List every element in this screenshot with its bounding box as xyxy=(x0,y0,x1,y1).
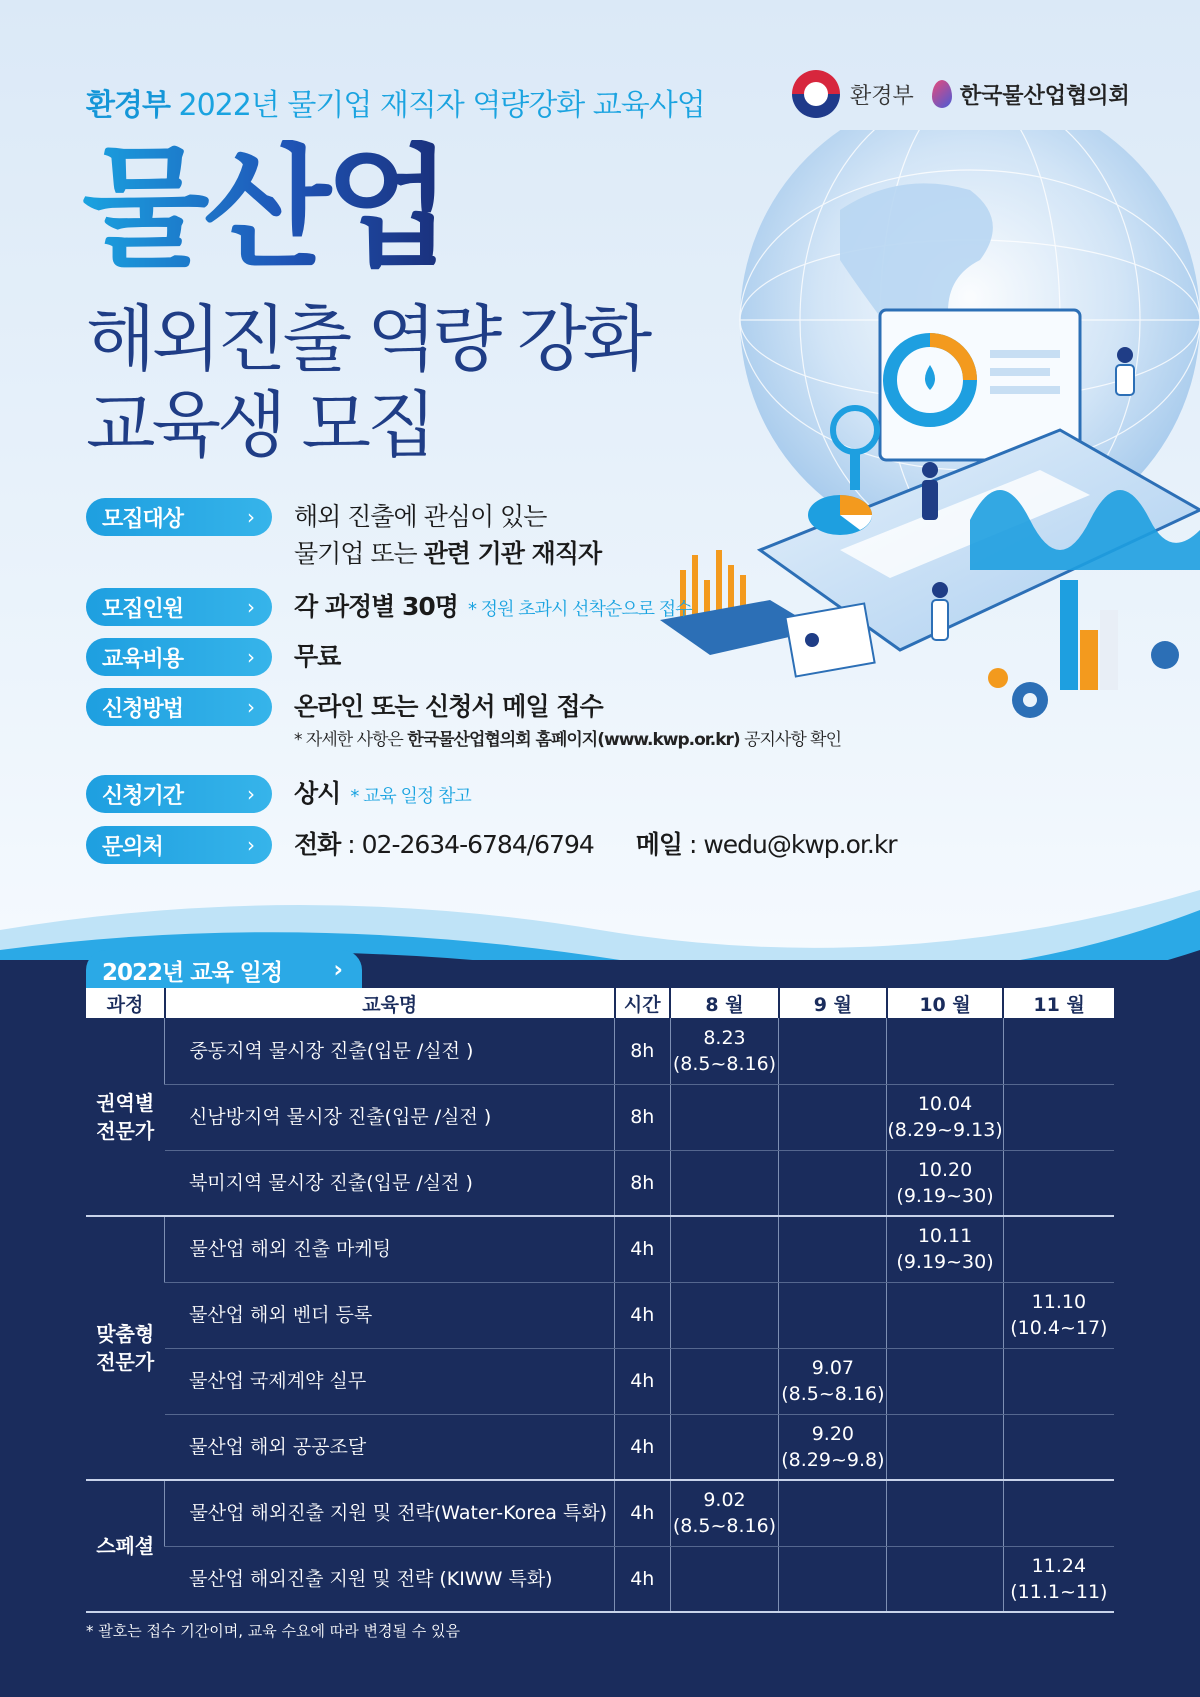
hero-title: 물산업 xyxy=(82,132,447,286)
date-cell xyxy=(1003,1480,1114,1546)
course-name-cell: 물산업 해외진출 지원 및 전략(Water-Korea 특화) xyxy=(165,1480,615,1546)
info-row-contact xyxy=(86,826,897,864)
col-header-sep: 9 월 xyxy=(779,988,887,1018)
period-value: 상시 * 교육 일정 참고 xyxy=(294,779,471,808)
table-row xyxy=(86,1150,1114,1216)
ministry-name: 환경부 xyxy=(86,88,170,123)
col-header-nov: 11 월 xyxy=(1003,988,1114,1018)
info-row-count xyxy=(86,588,692,628)
date-cell xyxy=(670,1084,779,1150)
contact-value: 전화 : 02-2634-6784/6794 메일 : wedu@kwp.or.kr xyxy=(294,830,897,859)
chevron-right-icon: › xyxy=(333,957,342,983)
date-cell: 10.04 (8.29~9.13) xyxy=(887,1084,1003,1150)
date-cell xyxy=(779,1480,887,1546)
date-cell xyxy=(1003,1348,1114,1414)
schedule-footnote: * 괄호는 접수 기간이며, 교육 수요에 따라 변경될 수 있음 xyxy=(86,1622,460,1640)
course-name-cell: 물산업 국제계약 실무 xyxy=(165,1348,615,1414)
logos xyxy=(792,70,1130,118)
date-cell xyxy=(779,1282,887,1348)
date-cell xyxy=(670,1216,779,1282)
course-name-cell: 신남방지역 물시장 진출(입문 /실전 ) xyxy=(165,1084,615,1150)
chevron-right-icon: › xyxy=(247,833,254,857)
date-cell xyxy=(887,1546,1003,1612)
cost-label: 교육비용 › xyxy=(86,638,272,676)
date-cell xyxy=(779,1150,887,1216)
date-cell: 9.20 (8.29~9.8) xyxy=(779,1414,887,1480)
chevron-right-icon: › xyxy=(247,505,254,529)
date-cell xyxy=(779,1216,887,1282)
cost-value: 무료 xyxy=(294,642,341,671)
date-cell xyxy=(1003,1414,1114,1480)
time-cell: 4h xyxy=(615,1348,670,1414)
count-label: 모집인원 › xyxy=(86,588,272,626)
date-cell xyxy=(1003,1084,1114,1150)
time-cell: 4h xyxy=(615,1282,670,1348)
date-cell: 10.11 (9.19~30) xyxy=(887,1216,1003,1282)
count-note: * 정원 초과시 선착순으로 접수 xyxy=(467,599,692,620)
date-cell: 11.24 (11.1~11) xyxy=(1003,1546,1114,1612)
date-cell xyxy=(887,1480,1003,1546)
time-cell: 4h xyxy=(615,1414,670,1480)
table-row xyxy=(86,1018,1114,1084)
info-row-target xyxy=(86,498,601,572)
date-cell xyxy=(670,1150,779,1216)
period-label: 신청기간 › xyxy=(86,775,272,813)
info-row-cost xyxy=(86,638,340,676)
target-label: 모집대상 › xyxy=(86,498,272,536)
table-row xyxy=(86,1084,1114,1150)
time-cell: 4h xyxy=(615,1546,670,1612)
date-cell: 9.02 (8.5~8.16) xyxy=(670,1480,779,1546)
ministry-logo: 환경부 xyxy=(792,70,914,118)
globe-laptop-illustration xyxy=(640,130,1200,750)
target-value: 해외 진출에 관심이 있는 물기업 또는 관련 기관 재직자 xyxy=(294,502,602,568)
schedule-table xyxy=(86,988,1114,1613)
category-cell: 권역별 전문가 xyxy=(86,1018,165,1216)
program-title xyxy=(86,80,705,124)
info-row-period xyxy=(86,775,471,815)
program-name: 2022년 물기업 재직자 역량강화 교육사업 xyxy=(178,88,705,123)
taeguk-icon xyxy=(792,70,840,118)
date-cell xyxy=(670,1348,779,1414)
time-cell: 8h xyxy=(615,1084,670,1150)
course-name-cell: 북미지역 물시장 진출(입문 /실전 ) xyxy=(165,1150,615,1216)
date-cell xyxy=(779,1546,887,1612)
apply-note: * 자세한 사항은 한국물산업협의회 홈페이지(www.kwp.or.kr) 공지사항 확인 xyxy=(294,730,842,750)
col-header-time: 시간 xyxy=(615,988,670,1018)
course-name-cell: 물산업 해외 진출 마케팅 xyxy=(165,1216,615,1282)
date-cell xyxy=(887,1282,1003,1348)
col-header-oct: 10 월 xyxy=(887,988,1003,1018)
association-logo: 한국물산업협의회 xyxy=(932,79,1130,110)
date-cell xyxy=(1003,1150,1114,1216)
schedule-title: 2022년 교육 일정 › xyxy=(86,950,362,990)
date-cell: 8.23 (8.5~8.16) xyxy=(670,1018,779,1084)
category-cell: 스페셜 xyxy=(86,1480,165,1612)
date-cell xyxy=(670,1546,779,1612)
date-cell xyxy=(779,1084,887,1150)
chevron-right-icon: › xyxy=(247,695,254,719)
count-value: 각 과정별 30명 * 정원 초과시 선착순으로 접수 xyxy=(294,592,692,621)
chevron-right-icon: › xyxy=(247,645,254,669)
course-name-cell: 물산업 해외 공공조달 xyxy=(165,1414,615,1480)
water-drop-icon xyxy=(932,80,952,108)
time-cell: 4h xyxy=(615,1480,670,1546)
date-cell xyxy=(1003,1018,1114,1084)
course-name-cell: 중동지역 물시장 진출(입문 /실전 ) xyxy=(165,1018,615,1084)
course-name-cell: 물산업 해외진출 지원 및 전략 (KIWW 특화) xyxy=(165,1546,615,1612)
col-header-category: 과정 xyxy=(86,988,165,1018)
date-cell xyxy=(670,1414,779,1480)
time-cell: 4h xyxy=(615,1216,670,1282)
date-cell: 11.10 (10.4~17) xyxy=(1003,1282,1114,1348)
period-note: * 교육 일정 참고 xyxy=(350,786,471,807)
date-cell xyxy=(887,1018,1003,1084)
schedule-header-row xyxy=(86,988,1114,1018)
date-cell: 9.07 (8.5~8.16) xyxy=(779,1348,887,1414)
apply-label: 신청방법 › xyxy=(86,688,272,726)
category-cell: 맞춤형 전문가 xyxy=(86,1216,165,1480)
table-row xyxy=(86,1348,1114,1414)
date-cell xyxy=(670,1282,779,1348)
hero-subtitle: 해외진출 역량 강화 교육생 모집 xyxy=(86,297,649,467)
col-header-aug: 8 월 xyxy=(670,988,779,1018)
time-cell: 8h xyxy=(615,1150,670,1216)
date-cell xyxy=(887,1348,1003,1414)
time-cell: 8h xyxy=(615,1018,670,1084)
col-header-course: 교육명 xyxy=(165,988,615,1018)
table-row xyxy=(86,1414,1114,1480)
table-row xyxy=(86,1282,1114,1348)
info-row-apply xyxy=(86,688,841,753)
date-cell: 10.20 (9.19~30) xyxy=(887,1150,1003,1216)
contact-label: 문의처 › xyxy=(86,826,272,864)
chevron-right-icon: › xyxy=(247,782,254,806)
table-row xyxy=(86,1546,1114,1612)
date-cell xyxy=(887,1414,1003,1480)
table-row xyxy=(86,1216,1114,1282)
apply-value: 온라인 또는 신청서 메일 접수 * 자세한 사항은 한국물산업협의회 홈페이지(www.kwp.or.kr) 공지사항 확인 xyxy=(294,688,841,753)
course-name-cell: 물산업 해외 벤더 등록 xyxy=(165,1282,615,1348)
date-cell xyxy=(779,1018,887,1084)
date-cell xyxy=(1003,1216,1114,1282)
table-row xyxy=(86,1480,1114,1546)
chevron-right-icon: › xyxy=(247,595,254,619)
